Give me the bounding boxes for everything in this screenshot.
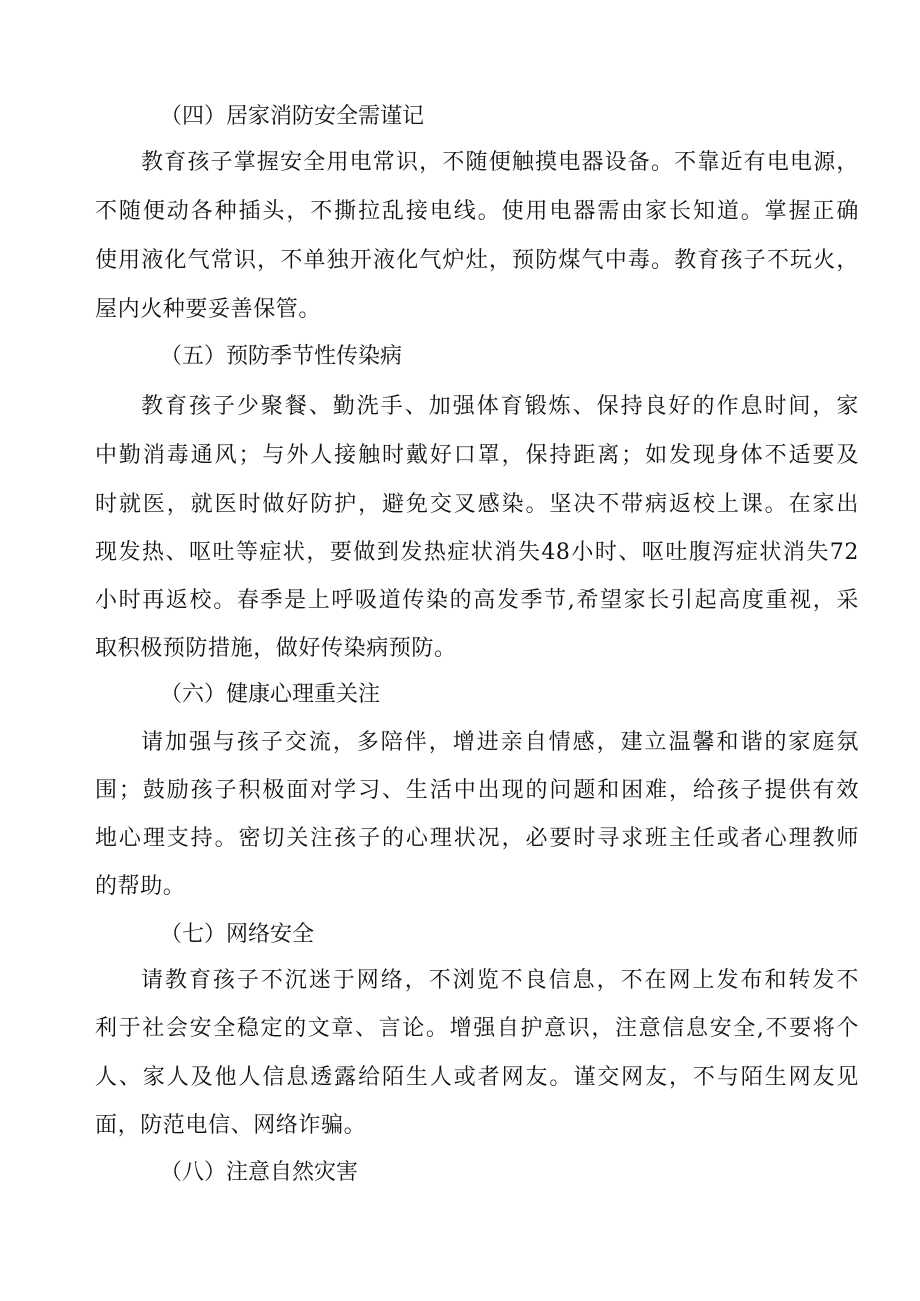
paragraph-line: 面，防范电信、网络诈骗。 <box>95 1113 367 1138</box>
paragraph-line: 中勤消毒通风；与外人接触时戴好口罩，保持距离；如发现身体不适要及 <box>95 443 859 468</box>
paragraph-line: 不随便动各种插头，不撕拉乱接电线。使用电器需由家长知道。掌握正确 <box>95 199 859 224</box>
paragraph-line: 教育孩子掌握安全用电常识，不随便触摸电器设备。不靠近有电电源， <box>141 150 859 175</box>
paragraph-line: 屋内火种要妥善保管。 <box>95 297 322 322</box>
section-heading-4: （四）居家消防安全需谨记 <box>160 104 425 129</box>
section-heading-5: （五）预防季节性传染病 <box>160 344 403 369</box>
paragraph-line: 现发热、呕吐等症状，要做到发热症状消失48小时、呕吐腹泻症状消失72 <box>95 540 859 565</box>
paragraph-line: 地心理支持。密切关注孩子的心理状况，必要时寻求班主任或者心理教师 <box>95 826 859 851</box>
paragraph-line: 教育孩子少聚餐、勤洗手、加强体育锻炼、保持良好的作息时间，家 <box>141 394 859 419</box>
paragraph-line: 请加强与孩子交流，多陪伴，增进亲自情感，建立温馨和谐的家庭氛 <box>141 730 859 755</box>
paragraph-line: 围；鼓励孩子积极面对学习、生活中出现的问题和困难，给孩子提供有效 <box>95 778 859 803</box>
section-heading-7: （七）网络安全 <box>160 922 315 947</box>
paragraph-line: 使用液化气常识，不单独开液化气炉灶，预防煤气中毒。教育孩子不玩火， <box>95 248 859 273</box>
paragraph-line: 利于社会安全稳定的文章、言论。增强自护意识，注意信息安全,不要将个 <box>95 1016 859 1041</box>
paragraph-line: 请教育孩子不沉迷于网络，不浏览不良信息，不在网上发布和转发不 <box>141 968 859 993</box>
paragraph-line: 时就医，就医时做好防护，避免交叉感染。坚决不带病返校上课。在家出 <box>95 492 859 517</box>
paragraph-line: 取积极预防措施，做好传染病预防。 <box>95 636 457 661</box>
section-heading-8: （八）注意自然灾害 <box>160 1160 359 1185</box>
section-heading-6: （六）健康心理重关注 <box>160 682 381 707</box>
paragraph-line: 的帮助。 <box>95 874 186 899</box>
paragraph-line: 人、家人及他人信息透露给陌生人或者网友。谨交网友，不与陌生网友见 <box>95 1065 859 1090</box>
paragraph-line: 小时再返校。春季是上呼吸道传染的高发季节,希望家长引起高度重视，采 <box>95 588 859 613</box>
